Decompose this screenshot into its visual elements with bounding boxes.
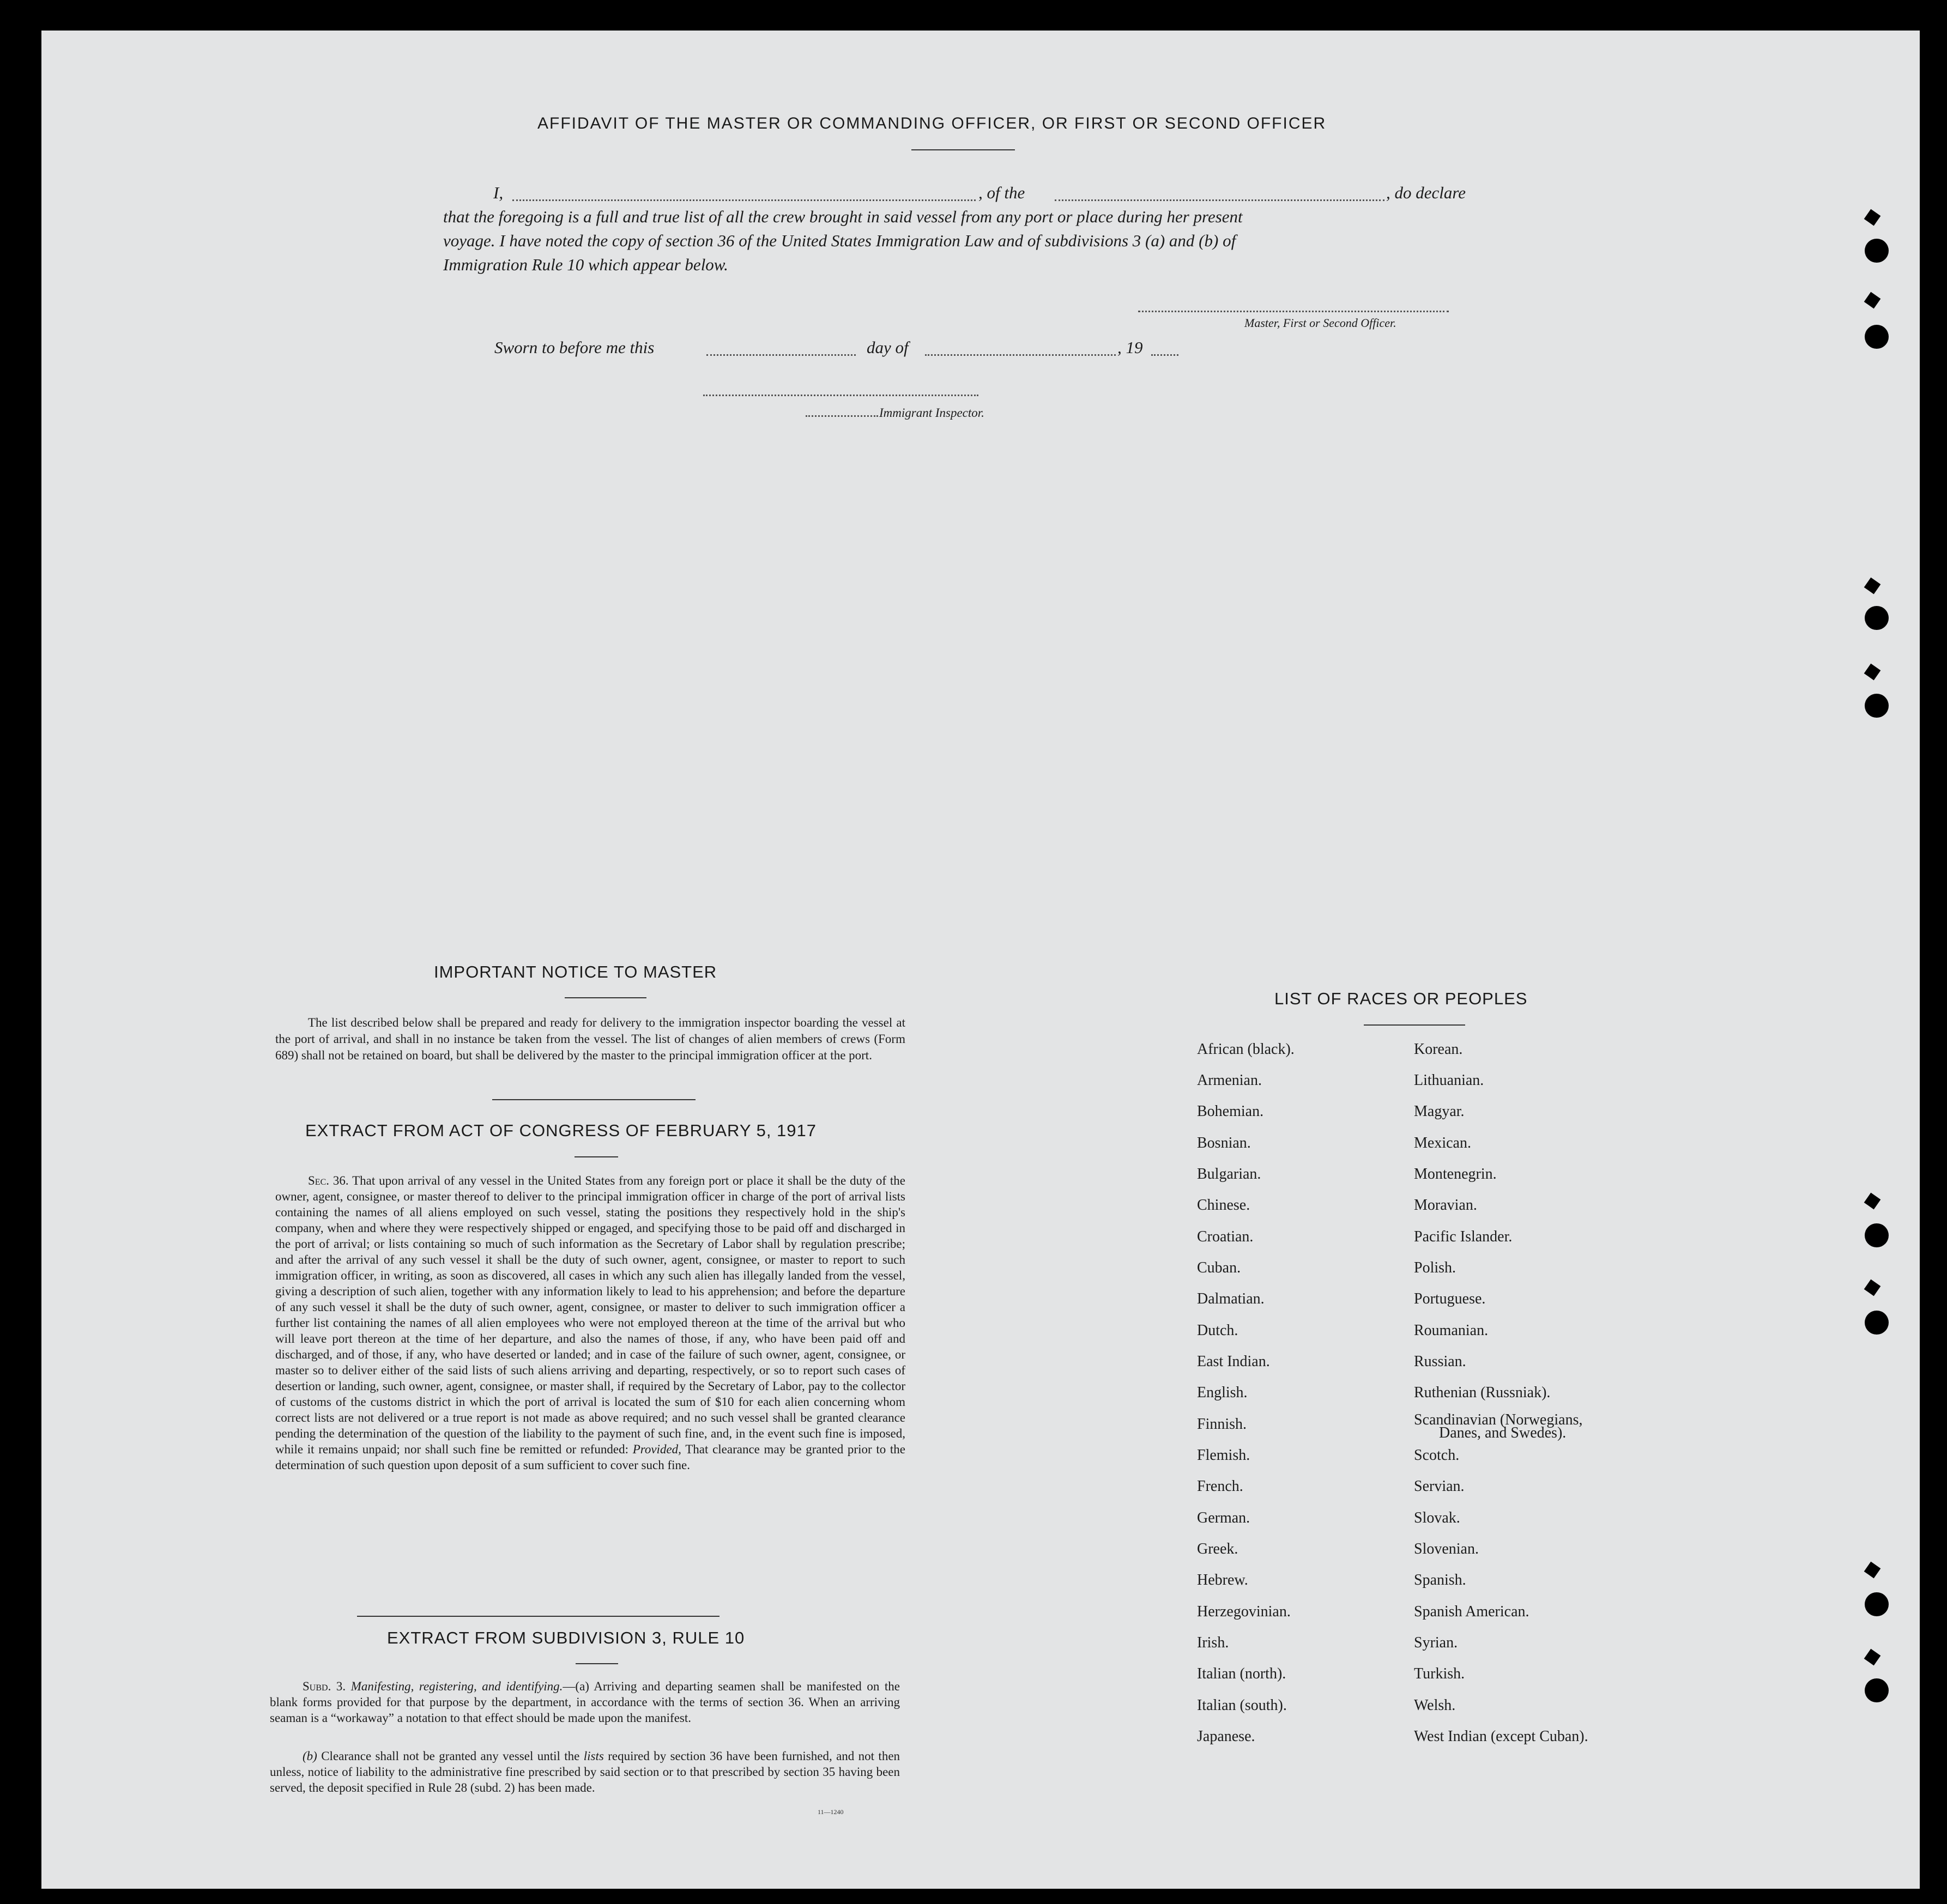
master-name-field[interactable] — [512, 199, 976, 201]
race-item-continuation: Danes, and Swedes). — [1439, 1424, 1567, 1441]
race-item: Bohemian. — [1197, 1103, 1264, 1120]
master-signature-label: Master, First or Second Officer. — [1244, 316, 1396, 330]
year-text: , 19 — [1117, 338, 1143, 357]
rule-para-b-lists: lists — [583, 1749, 604, 1763]
race-item: Flemish. — [1197, 1447, 1250, 1464]
race-item: Slovenian. — [1414, 1541, 1479, 1557]
rule-extract-title: EXTRACT FROM SUBDIVISION 3, RULE 10 — [387, 1628, 745, 1647]
race-item: Mexican. — [1414, 1135, 1471, 1151]
punch-hole-1 — [1865, 239, 1889, 263]
race-item: Finnish. — [1197, 1416, 1247, 1433]
affidavit-do-declare: , do declare — [1386, 183, 1466, 202]
notice-divider — [492, 1099, 696, 1100]
race-item: Japanese. — [1197, 1728, 1255, 1745]
inspector-signature-line-1[interactable] — [703, 395, 978, 396]
punch-hole-8 — [1865, 1678, 1889, 1702]
race-item: Russian. — [1414, 1353, 1466, 1370]
race-item: Servian. — [1414, 1478, 1465, 1495]
punch-hole-4 — [1865, 694, 1889, 718]
race-item: Scotch. — [1414, 1447, 1460, 1464]
notice-title-rule — [565, 997, 646, 998]
race-item: Croatian. — [1197, 1228, 1254, 1245]
act-extract-title-rule — [575, 1156, 618, 1157]
punch-hole-3 — [1865, 606, 1889, 630]
act-section-label: Sec. 36. — [308, 1174, 349, 1187]
race-item: Lithuanian. — [1414, 1072, 1484, 1089]
rule-extract-para-b — [270, 1748, 900, 1796]
inspector-signature-line-2[interactable] — [806, 415, 878, 417]
races-title: LIST OF RACES OR PEOPLES — [1274, 989, 1528, 1008]
punch-hole-6 — [1865, 1311, 1889, 1335]
rule-extract-title-rule — [576, 1663, 618, 1664]
race-item: Pacific Islander. — [1414, 1228, 1513, 1245]
punch-hole-5 — [1865, 1223, 1889, 1247]
race-item: Dalmatian. — [1197, 1290, 1265, 1307]
race-item: Roumanian. — [1414, 1322, 1489, 1339]
sworn-text: Sworn to before me this — [494, 338, 655, 357]
race-item: French. — [1197, 1478, 1243, 1495]
notice-text: The list described below shall be prepared and ready for delivery to the immigration inspector boarding the vessel at the port of arrival, and shall in no instance be taken from the vessel. The list of changes of alien members of crews (Form 689) shall not be retained on board, but shall be delivered by the master to the principal immigration officer at the port. — [275, 1016, 905, 1062]
race-item: Korean. — [1414, 1041, 1463, 1058]
master-signature-line[interactable] — [1138, 311, 1449, 312]
race-item: Bulgarian. — [1197, 1166, 1261, 1183]
race-item: Turkish. — [1414, 1665, 1465, 1682]
rule-para-a-text: —(a) Arriving and departing seamen shall be manifested on the blank forms provided for that purpose by the department, in accordance with the terms of section 36. When an arriving seaman is a “workaway” a notation to that effect should be made upon the manifest. — [270, 1679, 900, 1725]
rule-subd-label: Subd. 3. — [303, 1679, 346, 1693]
rule-para-b-text-1: Clearance shall not be granted any vessel until the — [321, 1749, 580, 1763]
form-number: 11—1240 — [818, 1808, 844, 1816]
punch-hole-7 — [1865, 1592, 1889, 1616]
races-title-rule — [1364, 1024, 1465, 1026]
affidavit-line-4: Immigration Rule 10 which appear below. — [443, 255, 728, 274]
act-section-body: That upon arrival of any vessel in the United States from any foreign port or place it shall be the duty of the owner, agent, consignee, or master thereof to deliver to the principal immigration officer in charge of the port of arrival lists containing the names of all aliens employed on such vessel, stating the positions they respectively hold in the ship's company, when and where they were respectively shipped or engaged, and specifying those to be paid off and discharged in the port of arrival; or lists containing so much of such information as the Secretary of Labor shall by regulation prescribe; and after the arrival of any such vessel it shall be the duty of such owner, agent, consignee, or master to report to such immigration officer, in writing, as soon as discovered, all cases in which any such alien has illegally landed from the vessel, giving a description of such alien, together with any information likely to lead to his apprehension; and before the departure of any such vessel it shall be the duty of such owner, agent, consignee, or master to deliver to such immigration officer a further list containing the names of all alien employees who were not employed thereon at the time of the arrival but who will leave port thereon at the time of her departure, and also the names of those, if any, who have been paid off and discharged, and of those, if any, who have deserted or landed; and in case of the failure of such owner, agent, consignee, or master so to deliver either of the said lists of such aliens arriving and departing, respectively, or so to report such cases of desertion or landing, such owner, agent, consignee, or master shall, if required by the Secretary of Labor, pay to the collector of customs of the customs district in which the port of arrival is located the sum of $10 for each alien concerning whom correct lists are not delivered or a true report is not made as above required; and no such vessel shall be granted clearance pending the determination of the question of the liability to the payment of such fine, and, in the event such fine is imposed, while it remains unpaid; nor shall such fine be remitted or refunded: — [275, 1174, 905, 1456]
affidavit-line-2: that the foregoing is a full and true list of all the crew brought in said vessel from any port or place during her present — [443, 207, 1243, 226]
race-item: Magyar. — [1414, 1103, 1465, 1120]
race-item: German. — [1197, 1509, 1250, 1526]
race-item: East Indian. — [1197, 1353, 1270, 1370]
race-item: Portuguese. — [1414, 1290, 1486, 1307]
act-divider — [357, 1616, 719, 1617]
act-extract-text — [275, 1173, 905, 1473]
race-item: Montenegrin. — [1414, 1166, 1497, 1183]
punch-hole-2 — [1865, 325, 1889, 349]
race-item: Greek. — [1197, 1541, 1238, 1557]
form-sheet — [41, 31, 1920, 1889]
sworn-year-field[interactable] — [1151, 354, 1178, 356]
race-item: Dutch. — [1197, 1322, 1238, 1339]
race-item: Polish. — [1414, 1259, 1456, 1276]
race-item: Moravian. — [1414, 1197, 1477, 1214]
race-item: English. — [1197, 1384, 1248, 1401]
race-item: West Indian (except Cuban). — [1414, 1728, 1588, 1745]
rule-para-b-label: (b) — [303, 1749, 317, 1763]
race-item: Spanish American. — [1414, 1603, 1529, 1620]
race-item: African (black). — [1197, 1041, 1295, 1058]
affidavit-title: AFFIDAVIT OF THE MASTER OR COMMANDING OFFICER, OR FIRST OR SECOND OFFICER — [537, 114, 1327, 132]
act-provided: Provided, — [632, 1442, 681, 1456]
race-item: Hebrew. — [1197, 1572, 1248, 1588]
race-item: Welsh. — [1414, 1697, 1456, 1714]
rule-para-b-text-2: required by section 36 have been furnished, and not then unless, notice of liability to the administrative fine prescribed by said section or to that prescribed by section 35 having been served, the deposit specified in Rule 28 (subd. 2) has been made. — [270, 1749, 900, 1794]
rule-subd-heading: Manifesting, registering, and identifying. — [350, 1679, 563, 1693]
race-item: Armenian. — [1197, 1072, 1262, 1089]
race-item: Slovak. — [1414, 1509, 1460, 1526]
race-item: Irish. — [1197, 1634, 1229, 1651]
race-item: Italian (south). — [1197, 1697, 1287, 1714]
act-extract-title: EXTRACT FROM ACT OF CONGRESS OF FEBRUARY 5, 1917 — [305, 1121, 817, 1140]
race-item: Syrian. — [1414, 1634, 1458, 1651]
sworn-month-field[interactable] — [925, 354, 1116, 356]
race-item: Spanish. — [1414, 1572, 1466, 1588]
sworn-day-field[interactable] — [706, 354, 856, 356]
race-item: Scandinavian (Norwegians, — [1414, 1411, 1583, 1428]
race-item: Italian (north). — [1197, 1665, 1286, 1682]
race-item: Chinese. — [1197, 1197, 1250, 1214]
inspector-label: Immigrant Inspector. — [879, 406, 984, 420]
vessel-name-field[interactable] — [1055, 199, 1384, 201]
day-of-text: day of — [867, 338, 909, 357]
race-item: Bosnian. — [1197, 1135, 1251, 1151]
affidavit-i: I, — [493, 183, 504, 202]
rule-extract-para-a — [270, 1678, 900, 1726]
affidavit-title-rule — [911, 149, 1015, 150]
race-item: Herzegovinian. — [1197, 1603, 1291, 1620]
race-item: Cuban. — [1197, 1259, 1241, 1276]
race-item: Ruthenian (Russniak). — [1414, 1384, 1551, 1401]
notice-title: IMPORTANT NOTICE TO MASTER — [434, 962, 717, 981]
affidavit-of-the: , of the — [978, 183, 1025, 202]
act-section-end: That clearance may be granted prior to the determination of such question upon deposit of a sum sufficient to cover such fine. — [275, 1442, 906, 1472]
affidavit-line-3: voyage. I have noted the copy of section 36 of the United States Immigration Law and of subdivisions 3 (a) and (b) of — [443, 231, 1236, 250]
